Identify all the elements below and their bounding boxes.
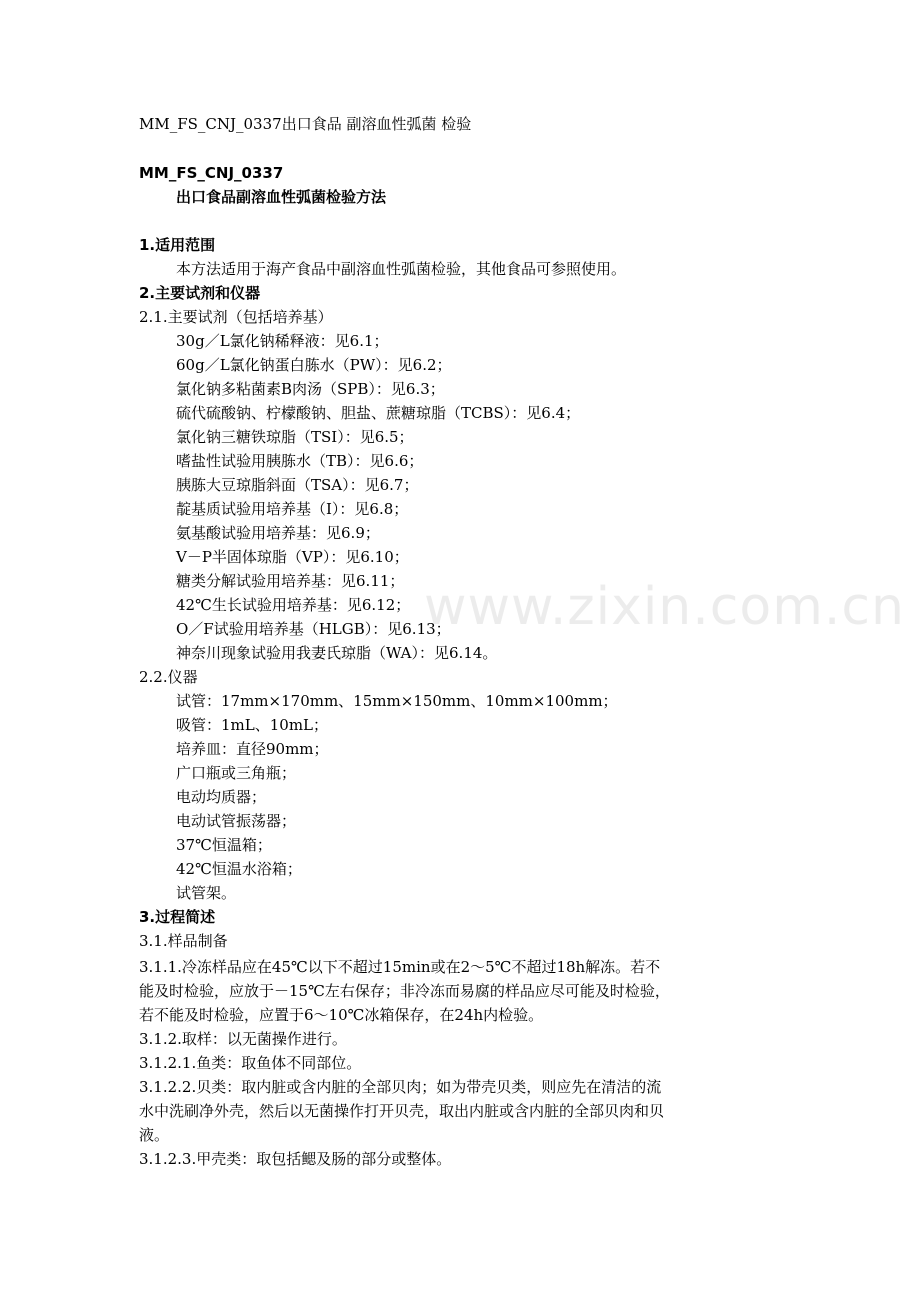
document-title: 出口食品副溶血性弧菌检验方法 <box>176 188 387 206</box>
reagent-item: 嗜盐性试验用胰胨水（TB）：见6.6； <box>176 452 424 470</box>
paragraph-line: 3.1.2.1.鱼类：取鱼体不同部位。 <box>139 1054 362 1072</box>
instrument-item: 广口瓶或三角瓶； <box>176 764 297 782</box>
paragraph-line: 3.1.2.3.甲壳类：取包括鳃及肠的部分或整体。 <box>139 1150 452 1168</box>
paragraph-line: 3.1.2.2.贝类：取内脏或含内脏的全部贝肉；如为带壳贝类，则应先在清洁的流 <box>139 1078 662 1096</box>
reagent-item: 氯化钠多粘菌素B肉汤（SPB）：见6.3； <box>176 380 445 398</box>
section-3-heading: 3.过程简述 <box>139 908 216 926</box>
paragraph-line: 若不能及时检验，应置于6～10℃冰箱保存，在24h内检验。 <box>139 1006 544 1024</box>
reagent-item: 60g／L氯化钠蛋白胨水（PW）：见6.2； <box>176 356 452 374</box>
instrument-item: 试管架。 <box>176 884 237 902</box>
document-code: MM_FS_CNJ_0337 <box>139 164 284 182</box>
paragraph-line: 液。 <box>139 1126 170 1144</box>
watermark-text: www.zixin.com.cn <box>424 577 905 637</box>
subsection-3-1-heading: 3.1.样品制备 <box>139 932 228 950</box>
instrument-item: 电动均质器； <box>176 788 267 806</box>
paragraph-line: 水中洗刷净外壳，然后以无菌操作打开贝壳，取出内脏或含内脏的全部贝肉和贝 <box>139 1102 665 1120</box>
reagent-item: 胰胨大豆琼脂斜面（TSA）：见6.7； <box>176 476 419 494</box>
subsection-2-1-heading: 2.1.主要试剂（包括培养基） <box>139 308 333 326</box>
reagent-item: 30g／L氯化钠稀释液：见6.1； <box>176 332 389 350</box>
section-1-heading: 1.适用范围 <box>139 236 216 254</box>
instrument-item: 培养皿：直径90mm； <box>176 740 329 758</box>
reagent-item: 硫代硫酸钠、柠檬酸钠、胆盐、蔗糖琼脂（TCBS）：见6.4； <box>176 404 581 422</box>
subsection-2-2-heading: 2.2.仪器 <box>139 668 198 686</box>
instrument-item: 电动试管振荡器； <box>176 812 297 830</box>
paragraph-line: 3.1.1.冷冻样品应在45℃以下不超过15min或在2～5℃不超过18h解冻。若不 <box>139 958 661 976</box>
reagent-item: 氨基酸试验用培养基：见6.9； <box>176 524 380 542</box>
reagent-item: 氯化钠三糖铁琼脂（TSI）：见6.5； <box>176 428 414 446</box>
instrument-item: 试管：17mm×170mm、15mm×150mm、10mm×100mm； <box>176 692 618 710</box>
instrument-item: 42℃恒温水浴箱； <box>176 860 302 878</box>
section-1-text: 本方法适用于海产食品中副溶血性弧菌检验，其他食品可参照使用。 <box>176 260 627 278</box>
reagent-item: O／F试验用培养基（HLGB）：见6.13； <box>176 620 451 638</box>
paragraph-line: 3.1.2.取样：以无菌操作进行。 <box>139 1030 347 1048</box>
reagent-item: 靛基质试验用培养基（I）：见6.8； <box>176 500 409 518</box>
instrument-item: 37℃恒温箱； <box>176 836 272 854</box>
reagent-item: 神奈川现象试验用我妻氏琼脂（WA）：见6.14。 <box>176 644 498 662</box>
instrument-item: 吸管：1mL、10mL； <box>176 716 329 734</box>
section-2-heading: 2.主要试剂和仪器 <box>139 284 261 302</box>
reagent-item: 42℃生长试验用培养基：见6.12； <box>176 596 411 614</box>
page-header: MM_FS_CNJ_0337出口食品 副溶血性弧菌 检验 <box>139 115 472 133</box>
paragraph-line: 能及时检验，应放于－15℃左右保存；非冷冻而易腐的样品应尽可能及时检验， <box>139 982 670 1000</box>
reagent-item: 糖类分解试验用培养基：见6.11； <box>176 572 405 590</box>
reagent-item: V－P半固体琼脂（VP）：见6.10； <box>176 548 409 566</box>
